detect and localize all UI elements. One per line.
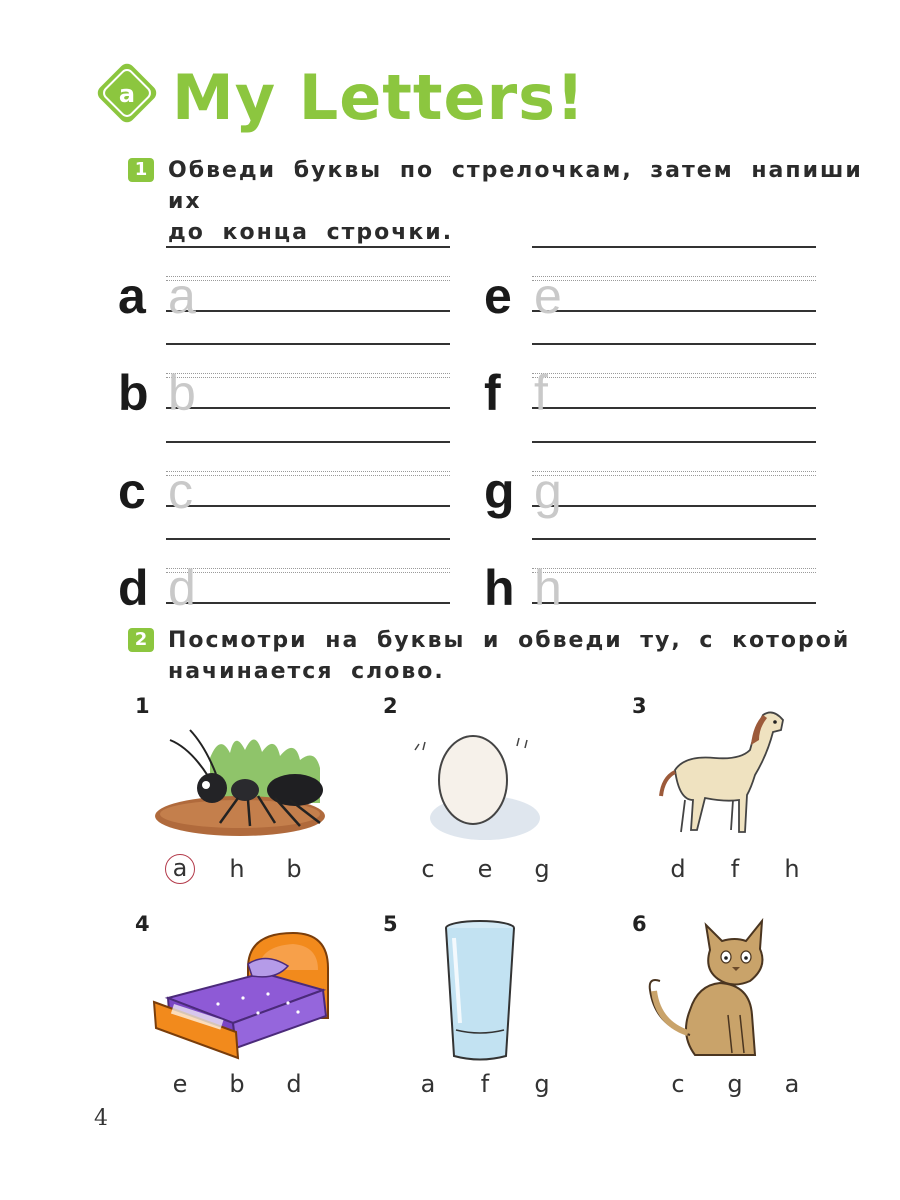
trace-letter-d: d bbox=[118, 560, 149, 616]
trace-letter-e: e bbox=[484, 268, 512, 324]
item-3-option-2[interactable]: f bbox=[730, 855, 740, 883]
item-number-3: 3 bbox=[632, 694, 647, 718]
horse-icon bbox=[655, 700, 795, 840]
task-2-line-2: начинается слово. bbox=[168, 659, 445, 684]
diamond-badge-icon bbox=[92, 58, 162, 128]
page-number: 4 bbox=[94, 1106, 108, 1131]
ghost-letter-e: e bbox=[534, 268, 562, 324]
letter-row-h bbox=[484, 538, 824, 628]
ant-icon bbox=[150, 728, 330, 843]
letter-row-c bbox=[118, 441, 458, 531]
task-1-instruction bbox=[168, 155, 900, 248]
task-2-number: 2 bbox=[128, 628, 154, 652]
task-2-instruction bbox=[168, 625, 850, 687]
letter-row-e bbox=[484, 246, 824, 336]
item-number-1: 1 bbox=[135, 694, 150, 718]
letter-row-f bbox=[484, 343, 824, 433]
page-title: My Letters! bbox=[172, 61, 586, 134]
letter-row-a bbox=[118, 246, 458, 336]
item-1-option-1[interactable]: a bbox=[165, 854, 195, 884]
glass-icon bbox=[440, 918, 520, 1064]
ghost-letter-g: g bbox=[534, 463, 562, 519]
ghost-letter-h: h bbox=[534, 560, 562, 616]
ghost-letter-c: c bbox=[168, 463, 193, 519]
item-1-option-2[interactable]: h bbox=[229, 855, 245, 883]
task-1-line-1: Обведи буквы по стрелочкам, затем напиши их bbox=[168, 158, 863, 214]
item-3-option-1[interactable]: d bbox=[670, 855, 686, 883]
letter-row-b bbox=[118, 343, 458, 433]
item-5-option-1[interactable]: a bbox=[420, 1070, 436, 1098]
item-5-option-2[interactable]: f bbox=[480, 1070, 490, 1098]
item-number-4: 4 bbox=[135, 912, 150, 936]
section-badge bbox=[92, 58, 162, 128]
trace-letter-a: a bbox=[118, 268, 146, 324]
ghost-letter-d: d bbox=[168, 560, 196, 616]
egg-icon bbox=[405, 730, 545, 845]
trace-letter-g: g bbox=[484, 463, 515, 519]
ghost-letter-b: b bbox=[168, 365, 196, 421]
item-number-2: 2 bbox=[383, 694, 398, 718]
task-1-number: 1 bbox=[128, 158, 154, 182]
item-6-option-1[interactable]: c bbox=[671, 1070, 685, 1098]
trace-letter-f: f bbox=[484, 365, 501, 421]
item-number-6: 6 bbox=[632, 912, 647, 936]
badge-letter: a bbox=[118, 80, 136, 108]
letter-row-g bbox=[484, 441, 824, 531]
item-2-option-3[interactable]: g bbox=[534, 855, 550, 883]
item-number-5: 5 bbox=[383, 912, 398, 936]
ghost-letter-a: a bbox=[168, 268, 196, 324]
item-1-option-3[interactable]: b bbox=[286, 855, 302, 883]
task-1-line-2: до конца строчки. bbox=[168, 220, 454, 245]
item-6-option-3[interactable]: a bbox=[784, 1070, 800, 1098]
bed-icon bbox=[148, 928, 338, 1063]
item-3-option-3[interactable]: h bbox=[784, 855, 800, 883]
item-4-option-2[interactable]: b bbox=[229, 1070, 245, 1098]
item-6-option-2[interactable]: g bbox=[727, 1070, 743, 1098]
item-5-option-3[interactable]: g bbox=[534, 1070, 550, 1098]
trace-letter-c: c bbox=[118, 463, 146, 519]
item-4-option-3[interactable]: d bbox=[286, 1070, 302, 1098]
ghost-letter-f: f bbox=[534, 365, 548, 421]
cat-icon bbox=[640, 915, 780, 1065]
item-2-option-1[interactable]: c bbox=[421, 855, 435, 883]
task-2-line-1: Посмотри на буквы и обведи ту, с которой bbox=[168, 628, 851, 653]
item-4-option-1[interactable]: e bbox=[172, 1070, 188, 1098]
item-2-option-2[interactable]: e bbox=[477, 855, 493, 883]
trace-letter-b: b bbox=[118, 365, 149, 421]
letter-row-d bbox=[118, 538, 458, 628]
trace-letter-h: h bbox=[484, 560, 515, 616]
